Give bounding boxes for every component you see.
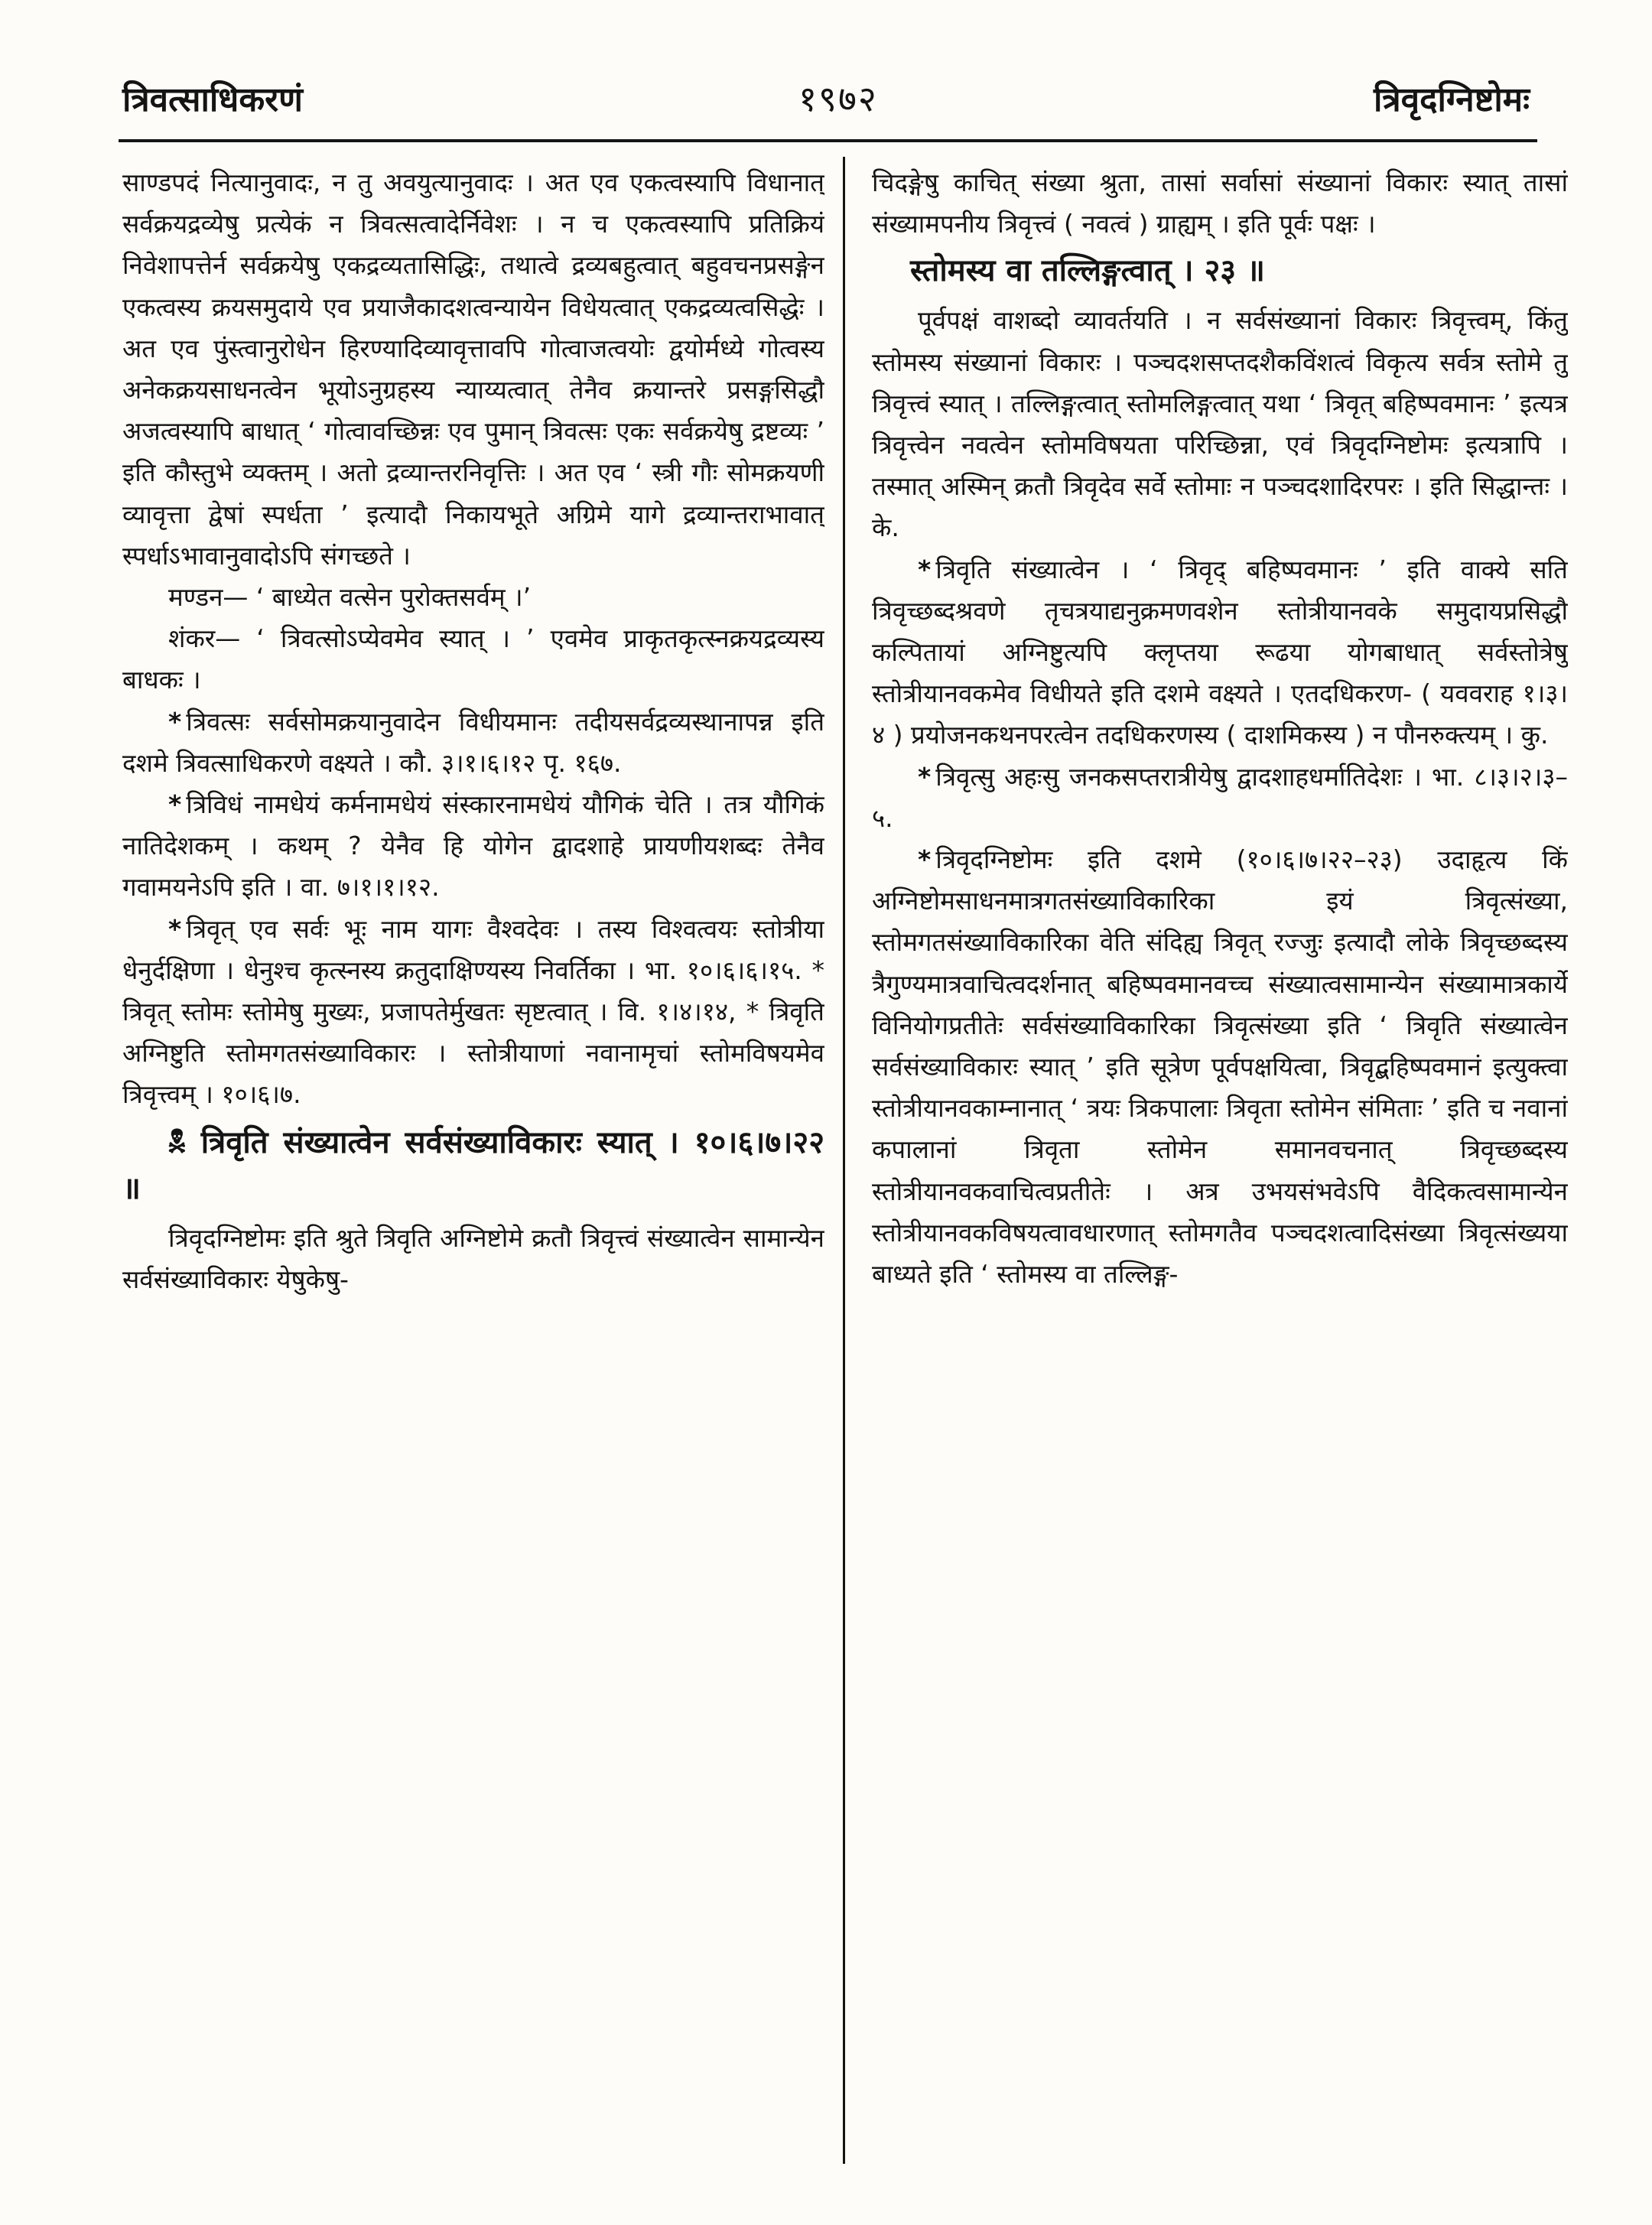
- paragraph: मण्डन— ‘ बाध्येत वत्सेन पुरोक्तसर्वम् ।’: [168, 582, 532, 613]
- right-column: [872, 162, 1568, 2164]
- note-paragraph: * त्रिवृत् एव सर्वः भूः नाम यागः वैश्वदेवः । तस्य विश्वत्वयः स्तोत्रीया धेनुर्दक्षिणा । धेनुश्च कृत्स्नस्य क्रतुदाक्षिण्यस्य निवर्तिका । भा. १०।६।६।१५. * त्रिवृत् स्तोमः स्तोमेषु मुख्यः, प्रजापतेर्मुखतः सृष्टत्वात् । वि. १।४।१४, * त्रिवृति अग्निष्टुति स्तोमगतसंख्याविकारः । स्तोत्रीयाणां नवानामृचां स्तोमविषयमेव त्रिवृत्त्वम् । १०।६।७.: [122, 913, 824, 1110]
- asterisk-mark: *: [168, 789, 182, 820]
- note-paragraph: * त्रिवत्सः सर्वसोमक्रयानुवादेन विधीयमानः तदीयसर्वद्रव्यस्थानापन्न इति दशमे त्रिवत्साधिकरणे वक्ष्यते । कौ. ३।१।६।१२ पृ. १६७.: [122, 706, 824, 778]
- paragraph: त्रिवृदग्निष्टोमः इति श्रुते त्रिवृति अग्निष्टोमे क्रतौ त्रिवृत्त्वं संख्यात्वेन सामान्येन सर्वसंख्याविकारः येषुकेषु-: [122, 1222, 824, 1294]
- asterisk-mark: *: [168, 706, 182, 737]
- sutra-heading: स्तोमस्य वा तल्लिङ्गत्वात् । २३ ॥: [910, 253, 1265, 289]
- asterisk-mark: *: [918, 844, 932, 875]
- asterisk-mark: *: [918, 554, 932, 584]
- note-paragraph: * त्रिवृदग्निष्टोमः इति दशमे (१०।६।७।२२–२३) उदाहृत्य किं अग्निष्टोमसाधनमात्रगतसंख्याविकारिका इयं त्रिवृत्संख्या, स्तोमगतसंख्याविकारिका वेति संदिह्य त्रिवृत् रज्जुः इत्यादौ लोके त्रिवृच्छब्दस्य त्रैगुण्यमात्रवाचित्वदर्शनात् बहिष्पवमानवच्च संख्यात्वसामान्येन संख्यामात्रकार्ये विनियोगप्रतीतेः सर्वसंख्याविकारिका त्रिवृत्संख्या इति ‘ त्रिवृति संख्यात्वेन सर्वसंख्याविकारः स्यात् ’ इति सूत्रेण पूर्वपक्षयित्वा, त्रिवृद्बहिष्पवमानं इत्युक्त्वा स्तोत्रीयानवकाम्नानात् ‘ त्रयः त्रिकपालाः त्रिवृता स्तोमेन संमिताः ’ इति च नवानां कपालानां त्रिवृता स्तोमेन समानवचनात् त्रिवृच्छब्दस्य स्तोत्रीयानवकवाचित्वप्रतीतेः । अत्र उभयसंभवेऽपि वैदिकत्वसामान्येन स्तोत्रीयानवकविषयत्वावधारणात् स्तोमगतैव पञ्चदशत्वादिसंख्या त्रिवृत्संख्यया बाध्यते इति ‘ स्तोमस्य वा तल्लिङ्ग-: [872, 844, 1568, 1290]
- note-paragraph: * त्रिवृत्सु अहःसु जनकसप्तरात्रीयेषु द्वादशाहधर्मातिदेशः । भा. ८।३।२।३–५.: [872, 761, 1568, 833]
- header-rule: [119, 139, 1537, 142]
- sutra-heading: 🕱 त्रिवृति संख्यात्वेन सर्वसंख्याविकारः स्यात् । १०।६।७।२२ ॥: [122, 1121, 824, 1206]
- paragraph: पूर्वपक्षं वाशब्दो व्यावर्तयति । न सर्वसंख्यानां विकारः त्रिवृत्त्वम्, किंतु स्तोमस्य संख्यानां विकारः । पञ्चदशसप्तदशैकविंशत्वं विकृत्य सर्वत्र स्तोमे तु त्रिवृत्त्वं स्यात् । तल्लिङ्गत्वात् स्तोमलिङ्गत्वात् यथा ‘ त्रिवृत् बहिष्पवमानः ’ इत्यत्र त्रिवृत्त्वेन नवत्वेन स्तोमविषयता परिच्छिन्ना, एवं त्रिवृदग्निष्टोमः इत्यत्रापि । तस्मात् अस्मिन् क्रतौ त्रिवृदेव सर्वे स्तोमाः न पञ्चदशादिरपरः । इति सिद्धान्तः । के.: [872, 305, 1568, 543]
- paragraph: शंकर— ‘ त्रिवत्सोऽप्येवमेव स्यात् । ’ एवमेव प्राकृतकृत्स्नक्रयद्रव्यस्य बाधकः ।: [122, 623, 824, 695]
- column-divider: [843, 157, 845, 2164]
- running-header: [122, 67, 1530, 128]
- header-left-title: त्रिवत्साधिकरणं: [122, 80, 303, 119]
- paragraph: साण्डपदं नित्यानुवादः, न तु अवयुत्यानुवादः । अत एव एकत्वस्यापि विधानात् सर्वक्रयद्रव्येषु प्रत्येकं न त्रिवत्सत्वादेर्निवेशः । न च एकत्वस्यापि प्रतिक्रियं निवेशापत्तेर्न सर्वक्रयेषु एकद्रव्यतासिद्धिः, तथात्वे द्रव्यबहुत्वात् बहुवचनप्रसङ्गेन एकत्वस्य क्रयसमुदाये एव प्रयाजैकादशत्वन्यायेन विधेयत्वात् एकद्रव्यत्वसिद्धेः । अत एव पुंस्त्वानुरोधेन हिरण्यादिव्यावृत्तावपि गोत्वाजत्वयोः द्वयोर्मध्ये गोत्वस्य अनेकक्रयसाधनत्वेन भूयोऽनुग्रहस्य न्याय्यत्वात् तेनैव क्रयान्तरे प्रसङ्गसिद्धौ अजत्वस्यापि बाधात् ‘ गोत्वावच्छिन्नः एव पुमान् त्रिवत्सः एकः सर्वक्रयेषु द्रष्टव्यः ’ इति कौस्तुभे व्यक्तम् । अतो द्रव्यान्तरनिवृत्तिः । अत एव ‘ स्त्री गौः सोमक्रयणी व्यावृत्ता द्वेषां स्पर्धता ’ इत्यादौ निकायभूते अग्रिमे यागे द्रव्यान्तराभावात् स्पर्धाऽभावानुवादोऽपि संगच्छते ।: [122, 168, 824, 571]
- skull-icon: 🕱: [168, 1121, 190, 1161]
- paragraph: चिदङ्गेषु काचित् संख्या श्रुता, तासां सर्वासां संख्यानां विकारः स्यात् तासां संख्यामपनीय त्रिवृत्त्वं ( नवत्वं ) ग्राह्यम् । इति पूर्वः पक्षः ।: [872, 168, 1568, 239]
- asterisk-mark: *: [168, 913, 182, 944]
- header-right-title: त्रिवृदग्निष्टोमः: [1374, 80, 1530, 119]
- note-paragraph: * त्रिवृति संख्यात्वेन । ‘ त्रिवृद् बहिष्पवमानः ’ इति वाक्ये सति त्रिवृच्छब्दश्रवणे तृचत्रयाद्यनुक्रमणवशेन स्तोत्रीयानवके समुदायप्रसिद्धौ कल्पितायां अग्निष्टुत्यपि क्लृप्तया रूढया योगबाधात् सर्वस्तोत्रेषु स्तोत्रीयानवकमेव विधीयते इति दशमे वक्ष्यते । एतदधिकरण- ( यववराह १।३।४ ) प्रयोजनकथनपरत्वेन तदधिकरणस्य ( दाशमिकस्य ) न पौनरुक्त्यम् । कु.: [872, 554, 1568, 750]
- note-paragraph: * त्रिविधं नामधेयं कर्मनामधेयं संस्कारनामधेयं यौगिकं चेति । तत्र यौगिकं नातिदेशकम् । कथम् ? येनैव हि योगेन द्वादशाहे प्रायणीयशब्दः तेनैव गवामयनेऽपि इति । वा. ७।१।१।१२.: [122, 789, 824, 903]
- page-number: १९७२: [798, 78, 878, 119]
- asterisk-mark: *: [918, 761, 932, 792]
- left-column: [122, 162, 824, 2164]
